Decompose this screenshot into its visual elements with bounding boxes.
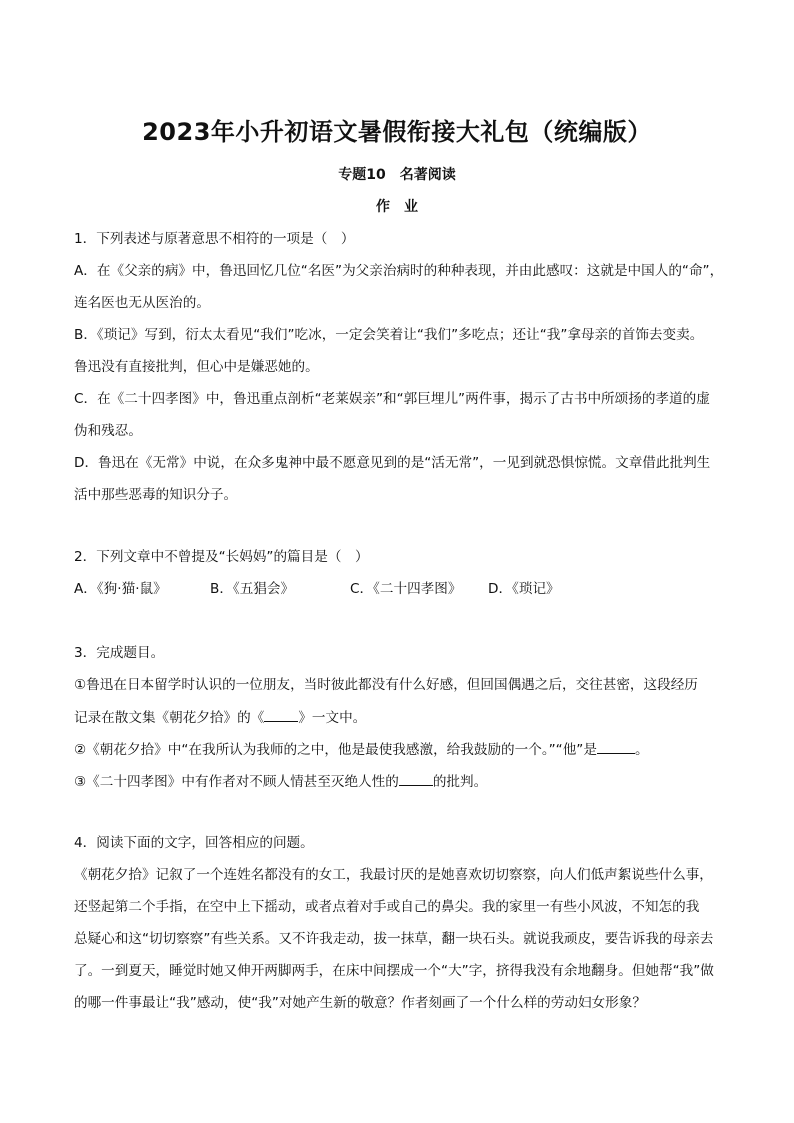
question-1-option-d-line1: D．鲁迅在《无常》中说，在众多鬼神中最不愿意见到的是“活无常”，一见到就恐惧惊慌。文章借此批判生: [74, 455, 711, 471]
question-1-option-a-line2: 连名医也无从医治的。: [74, 295, 210, 311]
question-1-option-c-line1: C．在《二十四孝图》中，鲁迅重点剖析“老莱娱亲”和“郭巨埋儿”两件事，揭示了古书中所颂扬的孝道的虚: [74, 391, 710, 407]
question-1-stem: 1．下列表述与原著意思不相符的一项是（ ）: [74, 231, 355, 247]
question-3-part1-text-after: 》一文中。: [298, 710, 367, 726]
question-3-part3-text-after: 的批判。: [432, 774, 488, 790]
question-4-passage-line3: 总疑心和这“切切察察”有些关系。又不许我走动，拔一抹草，翻一块石头。就说我顽皮，要告诉我的母亲去: [74, 931, 714, 947]
answer-blank[interactable]: [399, 771, 433, 786]
topic-subtitle: 专题10 名著阅读: [338, 167, 456, 183]
page-title: 2023年小升初语文暑假衔接大礼包（统编版）: [142, 118, 652, 146]
question-1-option-b-line1: B．《琐记》写到，衍太太看见“我们”吃冰，一定会笑着让“我们”多吃点；还让“我”拿母亲的首饰去变卖。: [74, 327, 704, 343]
question-2-option-b: B．《五猖会》: [210, 581, 295, 597]
question-3-part3: [74, 771, 722, 792]
question-3-part3-text-before: ③《二十四孝图》中有作者对不顾人情甚至灭绝人性的: [74, 774, 399, 790]
question-2-options: [74, 579, 722, 599]
question-4-passage-line1: 《朝花夕拾》记叙了一个连姓名都没有的女工，我最讨厌的是她喜欢切切察察，向人们低声絮说些什么事，: [74, 867, 713, 883]
question-3-part1-line2: [74, 707, 722, 728]
question-3-part2-text-after: 。: [634, 742, 649, 758]
section-heading: 作业: [376, 199, 432, 215]
question-3-part2: [74, 739, 722, 760]
question-2-option-d: D．《琐记》: [488, 581, 560, 597]
question-4-passage-line2: 还竖起第二个手指，在空中上下摇动，或者点着对手或自己的鼻尖。我的家里一有些小风波，不知怎的我: [74, 899, 700, 915]
answer-blank[interactable]: [264, 707, 298, 722]
question-4-stem: 4．阅读下面的文字，回答相应的问题。: [74, 835, 314, 851]
question-4-passage-line4: 了。一到夏天，睡觉时她又伸开两脚两手，在床中间摆成一个“大”字，挤得我没有余地翻身。但她帮“我”做: [74, 963, 714, 979]
question-3-part1-line1: ①鲁迅在日本留学时认识的一位朋友，当时彼此都没有什么好感，但回国偶遇之后，交往甚密，这段经历: [74, 677, 698, 693]
question-4-passage-line5: 的哪一件事最让“我”感动，使“我”对她产生新的敬意？作者刻画了一个什么样的劳动妇女形象？: [74, 995, 646, 1011]
question-2-option-a: A．《狗·猫·鼠》: [74, 581, 167, 597]
question-1-option-c-line2: 伪和残忍。: [74, 423, 142, 439]
question-1-option-d-line2: 活中那些恶毒的知识分子。: [74, 487, 238, 503]
question-3-part2-text-before: ②《朝花夕拾》中“在我所认为我师的之中，他是最使我感激，给我鼓励的一个。”“他”是: [74, 742, 597, 758]
answer-blank[interactable]: [597, 739, 635, 754]
question-2-stem: 2．下列文章中不曾提及“长妈妈”的篇目是（ ）: [74, 549, 369, 565]
question-1-option-b-line2: 鲁迅没有直接批判，但心中是嫌恶她的。: [74, 359, 319, 375]
question-3-stem: 3．完成题目。: [74, 645, 165, 661]
question-1-option-a-line1: A．在《父亲的病》中，鲁迅回忆几位“名医”为父亲治病时的种种表现，并由此感叹：这就是中国人的“命”，: [74, 263, 724, 279]
question-3-part1-text-before: 记录在散文集《朝花夕拾》的《: [74, 710, 265, 726]
question-2-option-c: C．《二十四孝图》: [350, 581, 462, 597]
